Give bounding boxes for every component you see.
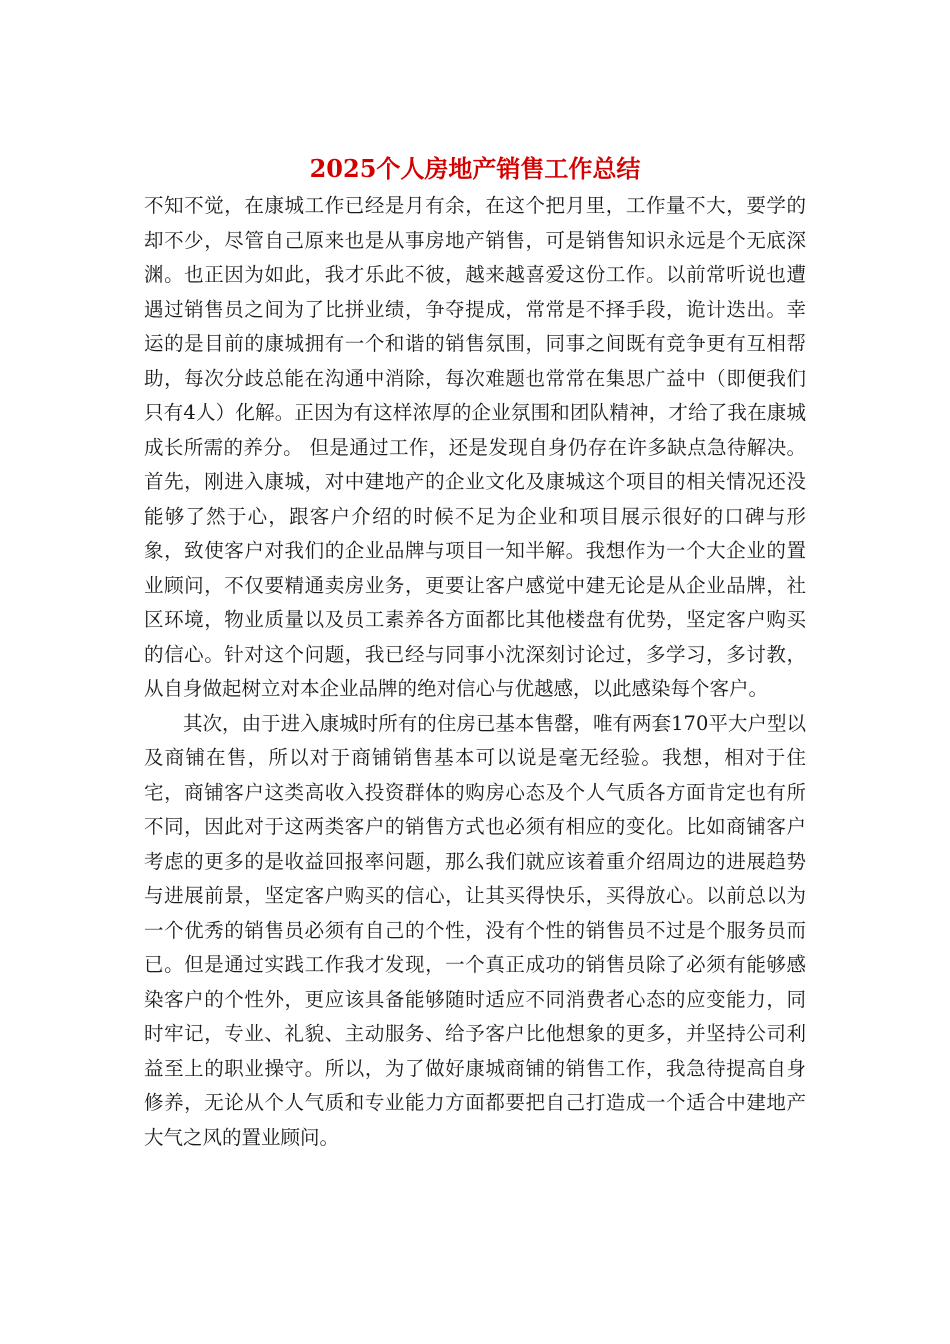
document-title: 2025个人房地产销售工作总结 [309,154,641,183]
paragraph-2: 其次，由于进入康城时所有的住房已基本售罄，唯有两套170平大户型以及商铺在售，所以对于商铺销售基本可以说是毫无经验。我想，相对于住宅，商铺客户这类高收入投资群体的购房心态及个人气质各方面肯定也有所不同，因此对于这两类客户的销售方式也必须有相应的变化。比如商铺客户考虑的更多的是收益回报率问题，那么我们就应该着重介绍周边的进展趋势与进展前景，坚定客户购买的信心，让其买得快乐，买得放心。以前总以为一个优秀的销售员必须有自己的个性，没有个性的销售员不过是个服务员而已。但是通过实践工作我才发现，一个真正成功的销售员除了必须有能够感染客户的个性外，更应该具备能够随时适应不同消费者心态的应变能力，同时牢记，专业、礼貌、主动服务、给予客户比他想象的更多，并坚持公司利益至上的职业操守。所以，为了做好康城商铺的销售工作，我急待提高自身修养，无论从个人气质和专业能力方面都要把自己打造成一个适合中建地产大气之风的置业顾问。 [144,711,806,1149]
document-body [144,189,806,1155]
paragraph-1: 不知不觉，在康城工作已经是月有余，在这个把月里，工作量不大，要学的却不少，尽管自己原来也是从事房地产销售，可是销售知识永远是个无底深渊。也正因为如此，我才乐此不彼，越来越喜爱这份工作。以前常听说也遭遇过销售员之间为了比拼业绩，争夺提成，常常是不择手段，诡计迭出。幸运的是目前的康城拥有一个和谐的销售氛围，同事之间既有竞争更有互相帮助，每次分歧总能在沟通中消除，每次难题也常常在集思广益中（即便我们只有4人）化解。正因为有这样浓厚的企业氛围和团队精神，才给了我在康城成长所需的养分。 但是通过工作，还是发现自身仍存在许多缺点急待解决。首先，刚进入康城，对中建地产的企业文化及康城这个项目的相关情况还没能够了然于心，跟客户介绍的时候不足为企业和项目展示很好的口碑与形象，致使客户对我们的企业品牌与项目一知半解。我想作为一个大企业的置业顾问，不仅要精通卖房业务，更要让客户感觉中建无论是从企业品牌，社区环境，物业质量以及员工素养各方面都比其他楼盘有优势，坚定客户购买的信心。针对这个问题，我已经与同事小沈深刻讨论过，多学习，多讨教，从自身做起树立对本企业品牌的绝对信心与优越感，以此感染每个客户。 [144,194,806,700]
